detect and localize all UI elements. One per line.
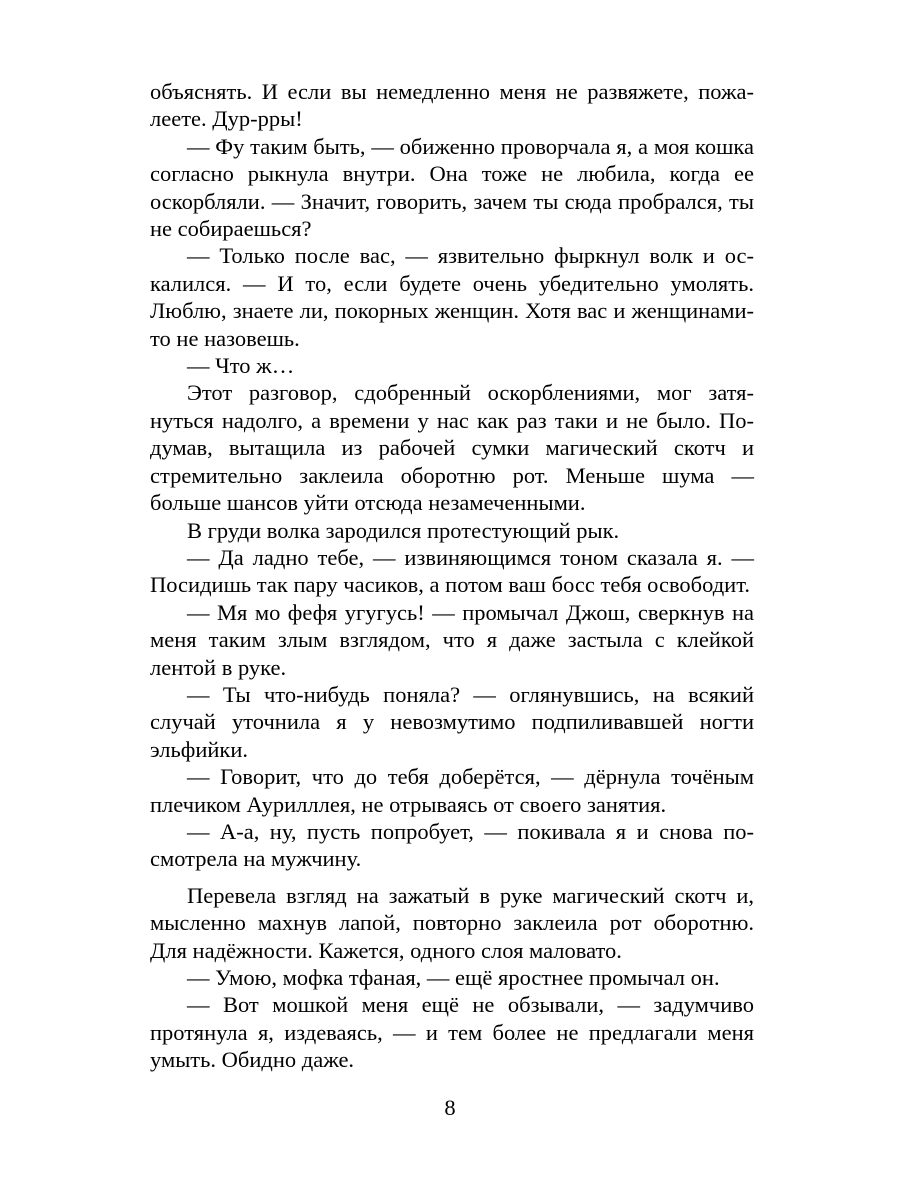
page-number: 8 [444,1095,456,1120]
paragraph: — Да ладно тебе, — извиняющимся тоном сказала я. — Посидишь так пару часиков, а потом ваш босс тебя освободит. [150,544,754,598]
page-body-text [150,78,754,1074]
paragraph: — Ты что-нибудь поняла? — оглянувшись, на всякий случай уточнила я у невозмутимо подпиливавшей ногти эльфийки. [150,681,754,762]
paragraph: — Вот мошкой меня ещё не обзывали, — задумчиво протянула я, издеваясь, — и тем более не предлагали меня умыть. Обидно даже. [150,992,754,1073]
paragraph: — Умою, мофка тфаная, — ещё яростнее промычал он. [187,965,720,990]
paragraph: Перевела взгляд на зажатый в руке магический скотч и, мысленно махнув лапой, повторно заклеила рот оборотню. Для надёжности. Кажется, одного слоя маловато. [150,882,754,963]
paragraph: Этот разговор, сдобренный оскорблениями, мог затянуться надолго, а времени у нас как раз таки и не было. Подумав, вытащила из рабочей сумки магический скотч и стремительно заклеила оборотню рот. Меньше шума — больше шансов уйти отсюда незамеченными. [150,380,754,516]
paragraph: — Говорит, что до тебя доберётся, — дёрнула точёным плечиком Аурилллея, не отрываясь от своего занятия. [150,764,754,817]
paragraph: — Фу таким быть, — обиженно проворчала я, а моя кошка согласно рыкнула внутри. Она тоже не любила, когда ее оскорбляли. — Значит, говорить, зачем ты сюда пробрался, ты не собираешься? [150,133,754,242]
paragraph: — Мя мо фефя угугусь! — промычал Джош, сверкнув на меня таким злым взглядом, что я даже застыла с клейкой лентой в руке. [150,599,754,680]
paragraph: — А-а, ну, пусть попробует, — покивала я и снова посмотрела на мужчину. [150,818,754,872]
paragraph: В груди волка зародился протестующий рык. [187,517,620,543]
paragraph: объяснять. И если вы немедленно меня не развяжете, пожалеете. Дур-рры! [150,79,754,132]
paragraph: — Только после вас, — язвительно фыркнул волк и оскалился. — И то, если будете очень убедительно умолять. Люблю, знаете ли, покорных женщин. Хотя вас и женщинами-то не назовешь. [150,243,754,351]
paragraph: — Что ж… [187,353,295,379]
